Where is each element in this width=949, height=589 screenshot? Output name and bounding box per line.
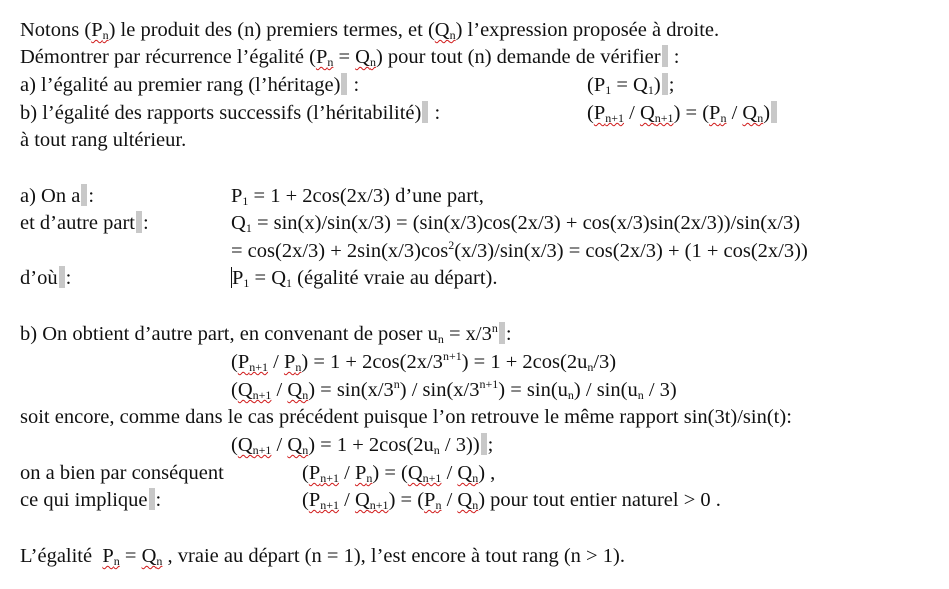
spell-flag[interactable]	[287, 434, 308, 456]
text-run: ) le produit des (n) premiers termes, et (	[108, 19, 435, 41]
subscript: n	[295, 360, 302, 374]
text-run: Q	[742, 102, 758, 124]
text-run: vérifier	[600, 46, 661, 68]
text-line-6-right	[231, 184, 484, 208]
spell-flag[interactable]	[355, 462, 372, 484]
text-run: P	[424, 489, 436, 511]
formatting-mark	[136, 211, 142, 233]
spell-flag[interactable]	[287, 379, 308, 401]
text-run: = sin(x)/sin(x/3) = (sin(x/3)cos(2x/3) + cos(x/3)sin(2x/3))/sin(x/3)	[251, 212, 801, 234]
text-line-4	[20, 101, 440, 125]
spell-flag[interactable]	[435, 19, 456, 41]
subscript: 1	[243, 276, 250, 290]
text-line-1	[20, 18, 719, 42]
text-run: P	[354, 462, 367, 484]
text-line-15-right	[302, 461, 495, 485]
text-run: ) pour tout (n) demande de	[375, 46, 601, 68]
superscript: n+1	[442, 349, 462, 363]
text-run: P	[308, 462, 321, 484]
text-run: :	[65, 267, 72, 289]
subscript: n+1	[605, 111, 625, 125]
spell-flag[interactable]	[142, 545, 163, 567]
text-run: ) = 1 + 2cos(2u	[308, 434, 434, 456]
superscript: 2	[448, 238, 455, 252]
subscript: n	[302, 443, 309, 457]
text-run: Q	[407, 462, 423, 484]
text-run: ) l’expression proposée à droite.	[455, 19, 720, 41]
text-run: /	[271, 379, 288, 401]
subscript: n	[433, 443, 440, 457]
text-run: (	[231, 351, 238, 373]
text-run: ;	[487, 434, 494, 456]
text-run: a) l’égalité au premier rang (l’héritage)	[20, 74, 341, 96]
text-run: Q	[639, 102, 655, 124]
text-run: ) / sin(x/3	[399, 379, 480, 401]
text-run: /	[339, 489, 355, 511]
subscript: n	[102, 28, 109, 42]
text-run: /	[339, 462, 355, 484]
text-run: et d’autre part	[20, 212, 135, 234]
text-run: P	[283, 351, 296, 373]
text-run: = Q	[611, 74, 648, 96]
subscript: n	[437, 332, 444, 346]
formatting-mark	[499, 322, 505, 344]
text-run: ) / sin(u	[573, 379, 638, 401]
subscript: n+1	[320, 471, 340, 485]
text-run: ) = sin(x/3	[308, 379, 394, 401]
text-run: P	[232, 267, 244, 289]
subscript: n	[587, 360, 594, 374]
spell-flag[interactable]	[408, 462, 442, 484]
spell-flag[interactable]	[309, 462, 339, 484]
text-run: ) = (	[388, 489, 425, 511]
text-run: :	[88, 185, 95, 207]
text-run: Q	[355, 46, 370, 68]
text-run: Q	[434, 19, 450, 41]
formatting-mark	[81, 184, 87, 206]
spell-flag[interactable]	[238, 351, 268, 373]
text-run: P	[315, 46, 328, 68]
text-run: P	[308, 489, 321, 511]
spell-flag[interactable]	[742, 102, 763, 124]
text-run: = Q	[249, 267, 287, 289]
text-run: Q	[237, 379, 253, 401]
spell-flag[interactable]	[238, 379, 272, 401]
subscript: n	[449, 28, 456, 42]
text-run: ;	[668, 74, 675, 96]
text-line-15	[20, 461, 224, 485]
text-line-6	[20, 184, 94, 208]
text-run: :	[429, 102, 441, 124]
text-run: ) = 1 + 2cos(2u	[461, 351, 588, 373]
text-run: /3)	[593, 351, 617, 373]
subscript: n+1	[654, 111, 674, 125]
text-line-7-right	[231, 211, 800, 235]
text-run: Q	[231, 212, 246, 234]
text-run: (égalité vraie au départ).	[292, 267, 498, 289]
formatting-mark	[662, 45, 668, 67]
text-run: on a bien par conséquent	[20, 462, 224, 484]
text-run: b) On obtient d’autre part, en convenant de poser u	[20, 323, 438, 345]
subscript: n	[302, 388, 309, 402]
subscript: n	[327, 55, 334, 69]
text-line-5	[20, 128, 186, 152]
text-line-2	[20, 45, 679, 69]
text-line-13	[20, 405, 792, 429]
text-run: Q	[237, 434, 253, 456]
subscript: n+1	[252, 443, 272, 457]
text-run: Q	[141, 545, 157, 567]
formatting-mark	[662, 73, 668, 95]
text-line-12	[231, 378, 677, 402]
text-run: P	[709, 102, 721, 124]
text-run: Q	[287, 434, 303, 456]
text-run: / 3))	[439, 434, 480, 456]
text-run: (	[587, 102, 594, 124]
spell-flag[interactable]	[355, 489, 389, 511]
subscript: 1	[245, 221, 252, 235]
text-run: L’égalité	[20, 545, 103, 567]
text-run: / 3)	[643, 379, 677, 401]
formatting-mark	[422, 101, 428, 123]
formatting-mark	[341, 73, 347, 95]
text-run: P	[102, 545, 114, 567]
subscript: n	[567, 388, 574, 402]
subscript: n+1	[369, 498, 389, 512]
spell-flag[interactable]	[457, 489, 478, 511]
text-run: ce qui implique	[20, 489, 148, 511]
text-run: P	[237, 351, 250, 373]
text-run: :	[668, 46, 680, 68]
subscript: 1	[647, 83, 654, 97]
superscript: n	[393, 377, 400, 391]
subscript: n	[757, 111, 764, 125]
subscript: n	[472, 498, 479, 512]
text-line-11	[231, 350, 616, 374]
text-line-16	[20, 488, 161, 512]
subscript: n	[435, 498, 442, 512]
formatting-mark	[59, 266, 65, 288]
text-run: ) ,	[478, 462, 496, 484]
subscript: n+1	[422, 471, 442, 485]
text-line-14	[231, 433, 493, 457]
text-run: b) l’égalité des rapports successifs (l’héritabilité)	[20, 102, 422, 124]
text-run: ) pour tout entier naturel > 0 .	[478, 489, 721, 511]
text-run: (	[231, 379, 238, 401]
subscript: 1	[605, 83, 612, 97]
text-run: :	[155, 489, 162, 511]
text-run: Q	[457, 462, 473, 484]
text-run: = 1 + 2cos(2x/3) d’une part,	[248, 185, 484, 207]
subscript: n	[369, 55, 376, 69]
text-run: /	[441, 489, 458, 511]
text-run: Q	[457, 489, 473, 511]
text-run: /	[271, 434, 288, 456]
text-run: = x/3	[443, 323, 492, 345]
text-run: (	[302, 489, 309, 511]
text-run: Q	[287, 379, 303, 401]
subscript: n	[472, 471, 479, 485]
text-run: )	[653, 74, 661, 96]
text-run: Notons (	[20, 19, 92, 41]
subscript: 1	[286, 276, 293, 290]
text-line-7	[20, 211, 149, 235]
text-run: /	[268, 351, 284, 373]
text-line-3	[20, 73, 359, 97]
subscript: 1	[242, 194, 249, 208]
text-run: (P	[587, 74, 606, 96]
text-run: (	[231, 434, 238, 456]
text-run: à tout rang ultérieur.	[20, 129, 187, 151]
spell-flag[interactable]	[594, 102, 624, 124]
spell-flag[interactable]	[284, 351, 301, 373]
text-run: ) = sin(u	[498, 379, 568, 401]
subscript: n+1	[320, 498, 340, 512]
text-run: :	[505, 323, 512, 345]
text-run: ) = (	[673, 102, 710, 124]
spell-flag[interactable]	[640, 102, 674, 124]
text-run: /	[726, 102, 743, 124]
text-line-9	[20, 266, 71, 290]
text-run: P	[91, 19, 103, 41]
spell-flag[interactable]	[102, 545, 119, 567]
text-run: d’où	[20, 267, 58, 289]
text-run: P	[231, 185, 243, 207]
subscript: n+1	[249, 360, 269, 374]
spell-flag[interactable]	[709, 102, 726, 124]
text-line-9-right	[231, 266, 497, 290]
text-line-17	[20, 544, 625, 568]
text-run: P	[593, 102, 606, 124]
text-run: Q	[354, 489, 370, 511]
spell-flag[interactable]	[309, 489, 339, 511]
text-line-4-right	[587, 101, 778, 125]
text-run: )	[763, 102, 771, 124]
text-run: (	[302, 462, 309, 484]
spell-flag[interactable]	[316, 46, 333, 68]
subscript: n	[156, 554, 163, 568]
text-run: a) On a	[20, 185, 81, 207]
formatting-mark	[771, 101, 777, 123]
spell-flag[interactable]	[457, 462, 478, 484]
text-line-16-right	[302, 488, 721, 512]
subscript: n	[637, 388, 644, 402]
text-run: Démontrer par récurrence l’égalité (	[20, 46, 316, 68]
text-run: = cos(2x/3) + 2sin(x/3)cos	[231, 240, 449, 262]
subscript: n+1	[252, 388, 272, 402]
text-line-8	[231, 239, 808, 263]
text-run: :	[142, 212, 149, 234]
text-line-3-right	[587, 73, 674, 97]
text-run: =	[333, 46, 356, 68]
superscript: n	[491, 321, 498, 335]
spell-flag[interactable]	[424, 489, 441, 511]
text-run: , vraie au départ (n = 1), l’est encore à tout rang (n > 1).	[162, 545, 625, 567]
text-run: /	[441, 462, 458, 484]
formatting-mark	[481, 433, 487, 455]
text-run: =	[119, 545, 142, 567]
subscript: n	[366, 471, 373, 485]
text-run: /	[624, 102, 640, 124]
text-run: (x/3)/sin(x/3) = cos(2x/3) + (1 + cos(2x/3))	[454, 240, 808, 262]
text-line-10	[20, 322, 512, 346]
formatting-mark	[149, 488, 155, 510]
superscript: n+1	[479, 377, 499, 391]
spell-flag[interactable]	[355, 46, 376, 68]
spell-flag[interactable]	[238, 434, 272, 456]
subscript: n	[113, 554, 120, 568]
text-run: ) = 1 + 2cos(2x/3	[301, 351, 443, 373]
text-run: ) = (	[372, 462, 408, 484]
spell-flag[interactable]	[91, 19, 108, 41]
subscript: n	[720, 111, 727, 125]
text-run: :	[348, 74, 360, 96]
text-run: soit encore, comme dans le cas précédent puisque l’on retrouve le même rapport sin(3t)/sin(t):	[20, 406, 792, 428]
